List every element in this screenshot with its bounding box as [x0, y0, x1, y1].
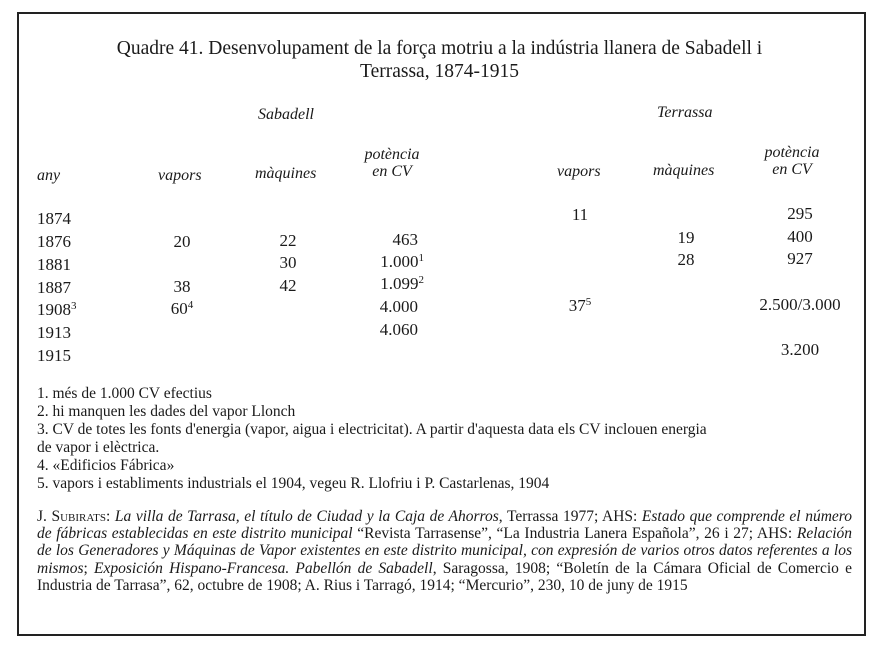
col-header-sabadell-potencia-line-2: en CV: [372, 163, 412, 180]
table-title-line-2: Terrassa, 1874-1915: [360, 61, 519, 82]
sabadell-cv-cell: 4.060: [379, 320, 418, 339]
sabadell-vapors-cell: $60^4$: [170, 299, 194, 318]
sabadell-maquines-cell: 42: [279, 276, 297, 295]
year-cell: 1881: [37, 255, 71, 274]
sabadell-cv-cell: 1.000$^1$: [380, 252, 424, 271]
sabadell-cv-cell: 1.099$^2$: [380, 274, 424, 293]
footnote-3-continued: de vapor i elèctrica.: [37, 439, 160, 456]
col-header-terrassa-vapors: vapors: [557, 163, 601, 180]
col-header-sabadell-potencia-line-1: potència: [364, 146, 420, 163]
sabadell-cv-cell: 4.000: [379, 297, 418, 316]
year-cell: 1887: [37, 278, 71, 297]
col-header-terrassa-potencia-line-1: potència: [764, 144, 820, 161]
sabadell-vapors-cell: 38: [173, 277, 191, 296]
year-cell: 1908$^3$: [37, 300, 77, 319]
group-header-terrassa: Terrassa: [657, 104, 713, 121]
sabadell-cv-cell: 463: [392, 230, 418, 249]
footnote-2: 2. hi manquen les dades del vapor Llonch: [37, 403, 296, 420]
year-cell: 1874: [37, 209, 71, 228]
terrassa-vapors-cell: $37^5$: [568, 296, 592, 315]
terrassa-maquines-cell: 28: [677, 250, 695, 269]
year-cell: 1876: [37, 232, 71, 251]
col-header-terrassa-potencia-line-2: en CV: [772, 161, 812, 178]
group-header-sabadell: Sabadell: [258, 106, 314, 123]
sources-paragraph: J. Subirats: La villa de Tarrasa, el título de Ciudad y la Caja de Ahorros, Terrassa 1977; AHS: Estado que comprende el número de fábricas establecidas en este distrito municipal “Revista Tarrasense”, “La Industria Lanera Española”, 26 i 27; AHS: Relación de los Generadores y Máquinas de Vapor existentes en este distrito municipal, con expresión de varios otros datos referentes a los mismos; Exposición Hispano-Francesa. Pabellón de Sabadell, Saragossa, 1908; “Boletín de la Cámara Oficial de Comercio e Industria de Tarrasa”, 62, octubre de 1908; A. Rius i Tarragó, 1914; “Mercurio”, 230, 10 de juny de 1915: [37, 508, 853, 594]
sabadell-maquines-cell: 30: [279, 253, 297, 272]
col-header-terrassa-maquines: màquines: [653, 162, 715, 179]
terrassa-cv-cell: 2.500/3.000: [759, 295, 841, 314]
table-title-line-1: Quadre 41. Desenvolupament de la força motriu a la indústria llanera de Sabadell i: [116, 38, 763, 59]
year-cell: 1915: [37, 346, 71, 365]
terrassa-cv-cell: 3.200: [780, 340, 820, 359]
terrassa-cv-cell: 927: [787, 249, 813, 268]
col-header-any: any: [37, 167, 61, 184]
footnote-5: 5. vapors i establiments industrials el 1904, vegeu R. Llofriu i P. Castarlenas, 1904: [37, 475, 550, 492]
terrassa-cv-cell: 295: [787, 204, 813, 223]
col-header-sabadell-maquines: màquines: [255, 165, 317, 182]
footnote-4: 4. «Edificios Fábrica»: [37, 457, 175, 474]
year-cell: 1913: [37, 323, 71, 342]
terrassa-vapors-cell: 11: [571, 205, 589, 224]
terrassa-maquines-cell: 19: [677, 228, 695, 247]
col-header-sabadell-vapors: vapors: [158, 167, 202, 184]
sabadell-vapors-cell: 20: [173, 232, 191, 251]
sabadell-maquines-cell: 22: [279, 231, 297, 250]
footnote-1: 1. més de 1.000 CV efectius: [37, 385, 212, 402]
terrassa-cv-cell: 400: [787, 227, 813, 246]
footnote-3: 3. CV de totes les fonts d'energia (vapor, aigua i electricitat). A partir d'aquesta data els CV inclouen energia: [37, 421, 707, 438]
